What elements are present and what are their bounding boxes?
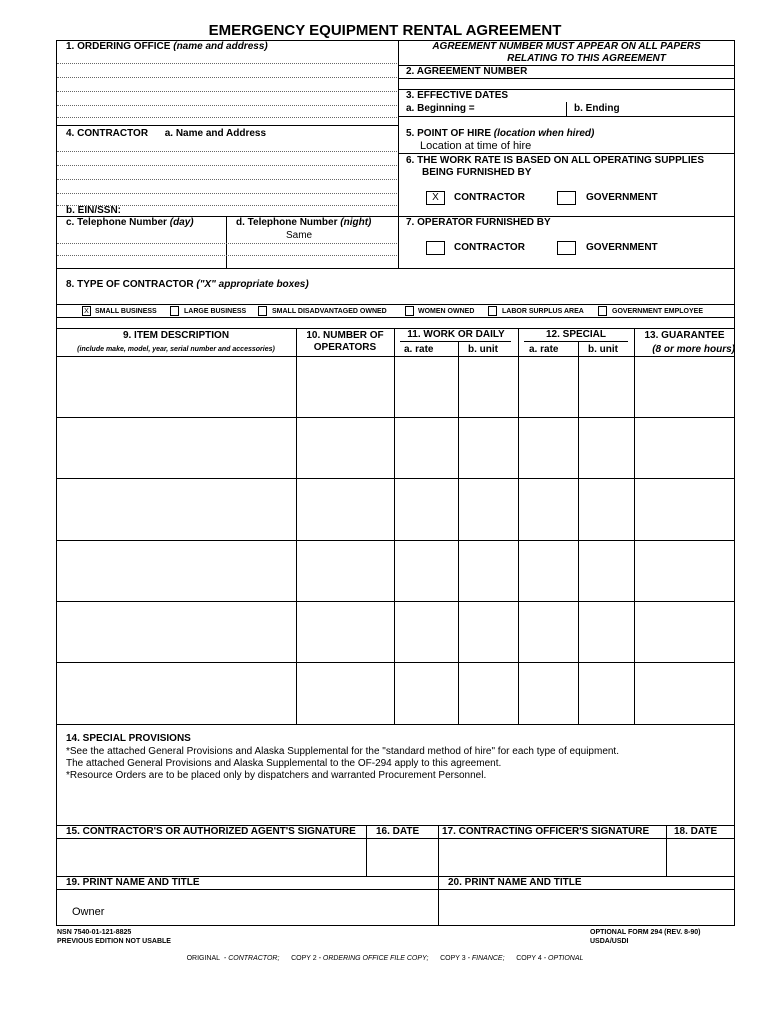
divider bbox=[398, 116, 735, 117]
officer-date-label: 18. DATE bbox=[674, 826, 718, 837]
officer-print-name-label: 20. PRINT NAME AND TITLE bbox=[448, 877, 582, 888]
day-phone-label: c. Telephone Number (day) bbox=[66, 217, 194, 228]
col-special-rate: a. rate bbox=[529, 344, 559, 355]
divider bbox=[56, 304, 735, 305]
operator-furnished-label: 7. OPERATOR FURNISHED BY bbox=[406, 217, 551, 228]
col-work-rate: a. rate bbox=[404, 344, 434, 355]
operator-government-checkbox[interactable] bbox=[557, 241, 576, 255]
supplies-government-checkbox[interactable] bbox=[557, 191, 576, 205]
col-item-description: 9. ITEM DESCRIPTION bbox=[122, 330, 230, 341]
operator-government-label: GOVERNMENT bbox=[586, 242, 658, 253]
col-special-unit: b. unit bbox=[588, 344, 618, 355]
night-phone-label: d. Telephone Number (night) bbox=[236, 217, 372, 228]
contractor-type-label: 8. TYPE OF CONTRACTOR ("X" appropriate boxes) bbox=[66, 279, 309, 290]
labor-surplus-label: LABOR SURPLUS AREA bbox=[502, 308, 584, 315]
small-disadvantaged-label: SMALL DISADVANTAGED OWNED bbox=[272, 308, 387, 315]
labor-surplus-checkbox[interactable] bbox=[488, 306, 497, 316]
table-row bbox=[56, 478, 735, 479]
table-row bbox=[56, 540, 735, 541]
small-disadvantaged-checkbox[interactable] bbox=[258, 306, 267, 316]
agency: USDA/USDI bbox=[590, 938, 629, 945]
operator-contractor-checkbox[interactable] bbox=[426, 241, 445, 255]
special-provisions-line-1: *See the attached General Provisions and Alaska Supplemental for the "standard method of hire" for each type of equipment. bbox=[66, 746, 619, 757]
divider bbox=[56, 317, 735, 318]
col-guarantee-sub: (8 or more hours) bbox=[652, 344, 735, 355]
special-provisions-line-2: The attached General Provisions and Alaska Supplemental to the OF-294 apply to this agreement. bbox=[66, 758, 502, 769]
divider bbox=[398, 40, 399, 268]
beginning-date-label: a. Beginning = bbox=[406, 103, 475, 114]
supplies-contractor-label: CONTRACTOR bbox=[454, 192, 525, 203]
nsn-number: NSN 7540-01-121-8825 bbox=[57, 929, 132, 936]
large-business-checkbox[interactable] bbox=[170, 306, 179, 316]
supplies-contractor-checkbox[interactable]: X bbox=[426, 191, 445, 205]
agreement-notice: AGREEMENT NUMBER MUST APPEAR ON ALL PAPERS RELATING TO THIS AGREEMENT bbox=[432, 41, 701, 64]
small-business-label: SMALL BUSINESS bbox=[95, 308, 157, 315]
divider bbox=[56, 125, 398, 126]
contractor-date-field[interactable] bbox=[367, 839, 437, 875]
officer-signature-field[interactable] bbox=[439, 839, 665, 875]
special-provisions-line-3: *Resource Orders are to be placed only by dispatchers and warranted Procurement Personnel. bbox=[66, 770, 487, 781]
contractor-signature-field[interactable] bbox=[57, 839, 365, 875]
contractor-print-name-label: 19. PRINT NAME AND TITLE bbox=[66, 877, 200, 888]
special-provisions-label: 14. SPECIAL PROVISIONS bbox=[66, 733, 191, 744]
contractor-print-name-value[interactable]: Owner bbox=[72, 906, 105, 918]
col-operators: 10. NUMBER OF OPERATORS bbox=[306, 330, 384, 353]
previous-edition-note: PREVIOUS EDITION NOT USABLE bbox=[57, 938, 171, 945]
officer-date-field[interactable] bbox=[667, 839, 734, 875]
agreement-number-label: 2. AGREEMENT NUMBER bbox=[406, 66, 528, 77]
col-work-unit: b. unit bbox=[468, 344, 498, 355]
effective-dates-label: 3. EFFECTIVE DATES bbox=[406, 90, 509, 101]
contractor-date-label: 16. DATE bbox=[376, 826, 420, 837]
officer-print-name-field[interactable] bbox=[439, 890, 734, 925]
officer-signature-label: 17. CONTRACTING OFFICER'S SIGNATURE bbox=[442, 826, 650, 837]
government-employee-label: GOVERNMENT EMPLOYEE bbox=[612, 308, 704, 315]
contractor-signature-label: 15. CONTRACTOR'S OR AUTHORIZED AGENT'S SIGNATURE bbox=[66, 826, 356, 837]
table-row bbox=[56, 724, 735, 725]
divider bbox=[226, 216, 227, 268]
col-guarantee: 13. GUARANTEE bbox=[644, 330, 725, 341]
large-business-label: LARGE BUSINESS bbox=[184, 308, 247, 315]
work-rate-label: 6. THE WORK RATE IS BASED ON ALL OPERATING SUPPLIES bbox=[406, 155, 704, 166]
women-owned-label: WOMEN OWNED bbox=[418, 308, 475, 315]
table-row bbox=[56, 601, 735, 602]
col-work-daily: 11. WORK OR DAILY bbox=[407, 329, 505, 340]
ending-date-label: b. Ending bbox=[574, 103, 620, 114]
government-employee-checkbox[interactable] bbox=[598, 306, 607, 316]
night-phone-value[interactable]: Same bbox=[286, 230, 313, 241]
point-of-hire-label: 5. POINT OF HIRE (location when hired) bbox=[406, 128, 595, 139]
supplies-government-label: GOVERNMENT bbox=[586, 192, 658, 203]
divider bbox=[398, 78, 735, 79]
table-row bbox=[56, 662, 735, 663]
form-number: OPTIONAL FORM 294 (REV. 8-90) bbox=[590, 929, 701, 936]
divider bbox=[398, 153, 735, 154]
divider bbox=[56, 268, 735, 269]
table-row bbox=[56, 417, 735, 418]
divider bbox=[566, 102, 567, 116]
ein-ssn-label: b. EIN/SSN: bbox=[66, 205, 122, 216]
copy-distribution: ORIGINAL - CONTRACTOR; COPY 2 - ORDERING OFFICE FILE COPY; COPY 3 - FINANCE; COPY 4 - OPTIONAL bbox=[186, 955, 584, 962]
work-rate-label-2: BEING FURNISHED BY bbox=[422, 167, 532, 178]
operator-contractor-label: CONTRACTOR bbox=[454, 242, 525, 253]
col-special: 12. SPECIAL bbox=[545, 329, 607, 340]
col-item-description-sub: (include make, model, year, serial number and accessories) bbox=[77, 346, 275, 353]
form-title: EMERGENCY EQUIPMENT RENTAL AGREEMENT bbox=[208, 22, 562, 39]
ordering-office-label: 1. ORDERING OFFICE (name and address) bbox=[66, 41, 268, 52]
contractor-label: 4. CONTRACTOR a. Name and Address bbox=[66, 128, 267, 139]
women-owned-checkbox[interactable] bbox=[405, 306, 414, 316]
small-business-checkbox[interactable]: X bbox=[82, 306, 91, 316]
point-of-hire-value[interactable]: Location at time of hire bbox=[420, 140, 532, 152]
